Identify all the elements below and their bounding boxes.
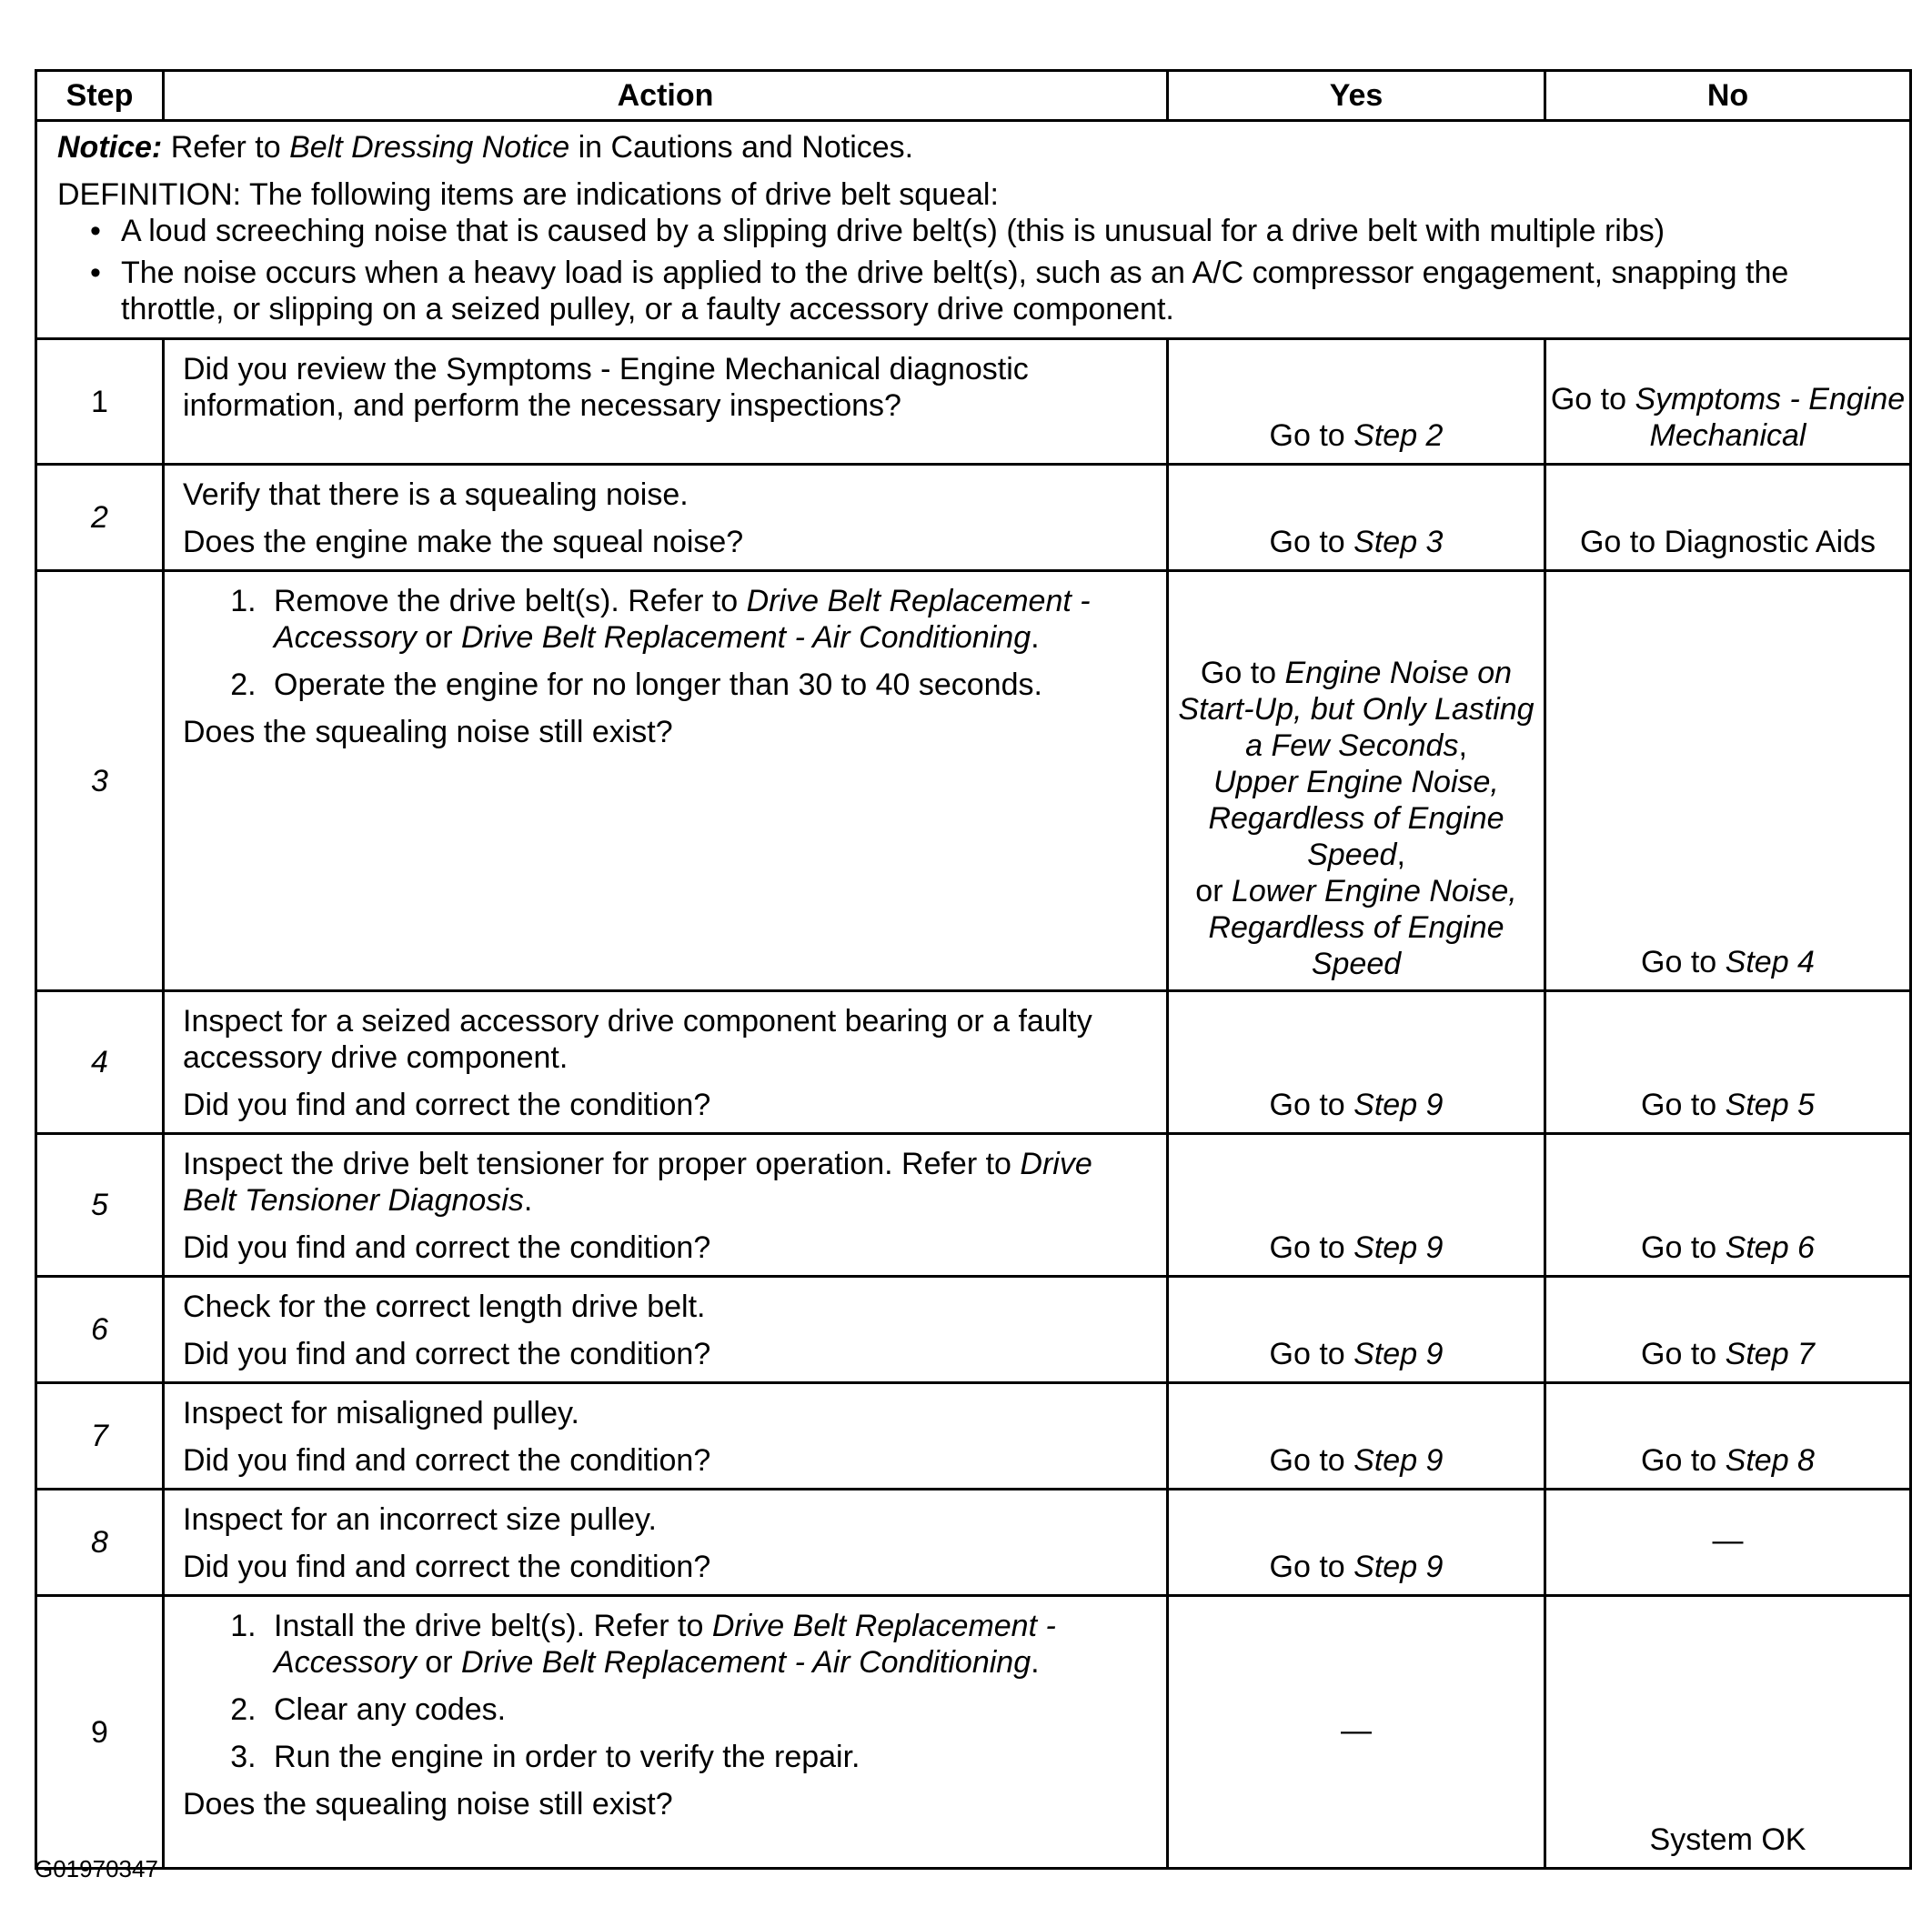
header-yes: Yes [1168, 71, 1545, 121]
yes-ref: Engine Noise on Start-Up, but Only Lasting a Few Seconds [1178, 656, 1535, 763]
step-action [164, 1490, 1168, 1596]
notice-post: in Cautions and Notices. [578, 130, 914, 165]
step-substeps [183, 1608, 1153, 1775]
step-instruction: Inspect for misaligned pulley. [183, 1396, 579, 1430]
step-action [164, 571, 1168, 991]
step-row-6 [36, 1277, 1911, 1383]
substep-1 [265, 1608, 1153, 1681]
step-number: 6 [36, 1277, 164, 1383]
substep-1 [265, 583, 1153, 656]
yes-prefix: Go to [1269, 1550, 1345, 1584]
substep-end: . [1031, 1645, 1040, 1680]
substep-ref: Drive Belt Replacement - Accessory [274, 1609, 1056, 1680]
step-number: 2 [36, 465, 164, 571]
figure-id: G01970347 [35, 1855, 158, 1882]
definition-bullet-1: • A loud screeching noise that is caused by a slipping drive belt(s) (this is unusual for a drive belt with multiple ribs) [57, 213, 1897, 249]
step-instruction [183, 1146, 1153, 1219]
step-yes: — [1168, 1596, 1545, 1869]
yes-ref: Upper Engine Noise, Regardless of Engine Speed [1208, 765, 1504, 872]
step-no [1545, 1134, 1911, 1277]
step-yes [1168, 339, 1545, 465]
step-action [164, 339, 1168, 465]
substep-text: Install the drive belt(s). Refer to [274, 1609, 704, 1643]
step-no [1545, 1383, 1911, 1490]
header-no: No [1545, 71, 1911, 121]
no-ref: Step 4 [1725, 945, 1815, 979]
step-no: — [1545, 1490, 1911, 1596]
step-yes [1168, 465, 1545, 571]
yes-prefix: Go to [1269, 418, 1345, 453]
yes-sep: , [1396, 838, 1405, 872]
step-row-2 [36, 465, 1911, 571]
step-action [164, 1134, 1168, 1277]
step-question: Does the engine make the squeal noise? [183, 525, 744, 559]
step-question: Did you find and correct the condition? [183, 1230, 711, 1265]
no-prefix: Go to [1641, 1443, 1717, 1478]
step-action [164, 991, 1168, 1134]
no-ref: Step 5 [1725, 1088, 1815, 1122]
no-ref: Step 8 [1725, 1443, 1815, 1478]
table-header-row [36, 71, 1911, 121]
notice-line [57, 129, 1897, 166]
substep-2: 2. Operate the engine for no longer than 30 to 40 seconds. [265, 667, 1153, 703]
yes-prefix: Go to [1269, 1088, 1345, 1122]
step-number: 3 [36, 571, 164, 991]
yes-ref: Step 2 [1353, 418, 1444, 453]
step-row-7 [36, 1383, 1911, 1490]
step-no: System OK [1545, 1596, 1911, 1869]
step-no [1545, 991, 1911, 1134]
instruction-ref: Drive Belt Tensioner Diagnosis [183, 1147, 1092, 1218]
step-instruction: Check for the correct length drive belt. [183, 1290, 706, 1324]
step-yes [1168, 1277, 1545, 1383]
substep-end: . [1031, 620, 1040, 655]
step-question: Does the squealing noise still exist? [183, 1787, 673, 1822]
yes-ref: Step 9 [1353, 1230, 1444, 1265]
step-yes [1168, 571, 1545, 991]
notice-cell [36, 121, 1911, 339]
yes-prefix: Go to [1269, 1230, 1345, 1265]
step-row-1 [36, 339, 1911, 465]
step-action [164, 1277, 1168, 1383]
substep-ref: Drive Belt Replacement - Air Conditioning [460, 1645, 1031, 1680]
step-no: Go to Diagnostic Aids [1545, 465, 1911, 571]
notice-row [36, 121, 1911, 339]
step-row-8 [36, 1490, 1911, 1596]
step-number: 8 [36, 1490, 164, 1596]
step-number: 5 [36, 1134, 164, 1277]
yes-sep: , [1458, 728, 1467, 763]
step-question: Did you find and correct the condition? [183, 1088, 711, 1122]
header-action: Action [164, 71, 1168, 121]
yes-prefix: Go to [1269, 525, 1345, 559]
step-number: 1 [36, 339, 164, 465]
header-step: Step [36, 71, 164, 121]
yes-prefix: Go to [1200, 656, 1277, 690]
step-row-5 [36, 1134, 1911, 1277]
substep-3: 3. Run the engine in order to verify the repair. [265, 1739, 1153, 1775]
step-number: 4 [36, 991, 164, 1134]
step-instruction: Inspect for a seized accessory drive component bearing or a faulty accessory drive component. [183, 1004, 1092, 1075]
no-prefix: Go to [1641, 1230, 1717, 1265]
no-prefix: Go to [1550, 382, 1627, 417]
notice-ref: Belt Dressing Notice [289, 130, 570, 165]
yes-ref: Step 9 [1353, 1550, 1444, 1584]
yes-ref: Step 9 [1353, 1337, 1444, 1371]
no-ref: Step 6 [1725, 1230, 1815, 1265]
no-ref: Symptoms - Engine Mechanical [1635, 382, 1906, 453]
step-yes [1168, 1490, 1545, 1596]
yes-prefix: Go to [1269, 1337, 1345, 1371]
step-row-4 [36, 991, 1911, 1134]
yes-ref: Lower Engine Noise, Regardless of Engine Speed [1208, 874, 1517, 981]
no-prefix: Go to [1641, 945, 1717, 979]
step-action [164, 465, 1168, 571]
step-question: Did you find and correct the condition? [183, 1550, 711, 1584]
step-no [1545, 339, 1911, 465]
diagnostic-table [35, 69, 1912, 1870]
step-question: Does the squealing noise still exist? [183, 715, 673, 749]
step-action [164, 1596, 1168, 1869]
substep-ref: Drive Belt Replacement - Air Conditioning [460, 620, 1031, 655]
yes-prefix: Go to [1269, 1443, 1345, 1478]
step-row-9 [36, 1596, 1911, 1869]
substep-text: Remove the drive belt(s). Refer to [274, 584, 739, 618]
substep-or: or [425, 1645, 453, 1680]
step-number: 7 [36, 1383, 164, 1490]
step-question: Did you find and correct the condition? [183, 1337, 711, 1371]
substep-ref: Drive Belt Replacement - Accessory [274, 584, 1091, 655]
instruction-end: . [523, 1183, 533, 1218]
notice-pre: Refer to [170, 130, 281, 165]
step-no [1545, 1277, 1911, 1383]
step-no [1545, 571, 1911, 991]
step-yes [1168, 1134, 1545, 1277]
step-number: 9 [36, 1596, 164, 1869]
no-ref: Step 7 [1725, 1337, 1815, 1371]
step-yes [1168, 1383, 1545, 1490]
no-prefix: Go to [1641, 1088, 1717, 1122]
substep-2: 2. Clear any codes. [265, 1691, 1153, 1728]
definition-bullet-2: • The noise occurs when a heavy load is applied to the drive belt(s), such as an A/C compressor engagement, snapping the throttle, or slipping on a seized pulley, or a faulty accessory drive component. [57, 255, 1897, 327]
yes-ref: Step 9 [1353, 1088, 1444, 1122]
instruction-text: Inspect the drive belt tensioner for proper operation. Refer to [183, 1147, 1011, 1181]
yes-ref: Step 9 [1353, 1443, 1444, 1478]
no-prefix: Go to [1641, 1337, 1717, 1371]
yes-or: or [1195, 874, 1223, 908]
step-instruction: Verify that there is a squealing noise. [183, 477, 689, 512]
step-row-3 [36, 571, 1911, 991]
step-action-text: Did you review the Symptoms - Engine Mechanical diagnostic information, and perform the necessary inspections? [183, 352, 1029, 423]
step-instruction: Inspect for an incorrect size pulley. [183, 1502, 657, 1537]
step-yes [1168, 991, 1545, 1134]
step-action [164, 1383, 1168, 1490]
notice-label: Notice: [57, 130, 163, 165]
yes-ref: Step 3 [1353, 525, 1444, 559]
substep-or: or [425, 620, 453, 655]
definition-text: DEFINITION: The following items are indications of drive belt squeal: [57, 177, 999, 212]
step-question: Did you find and correct the condition? [183, 1443, 711, 1478]
step-substeps [183, 583, 1153, 703]
